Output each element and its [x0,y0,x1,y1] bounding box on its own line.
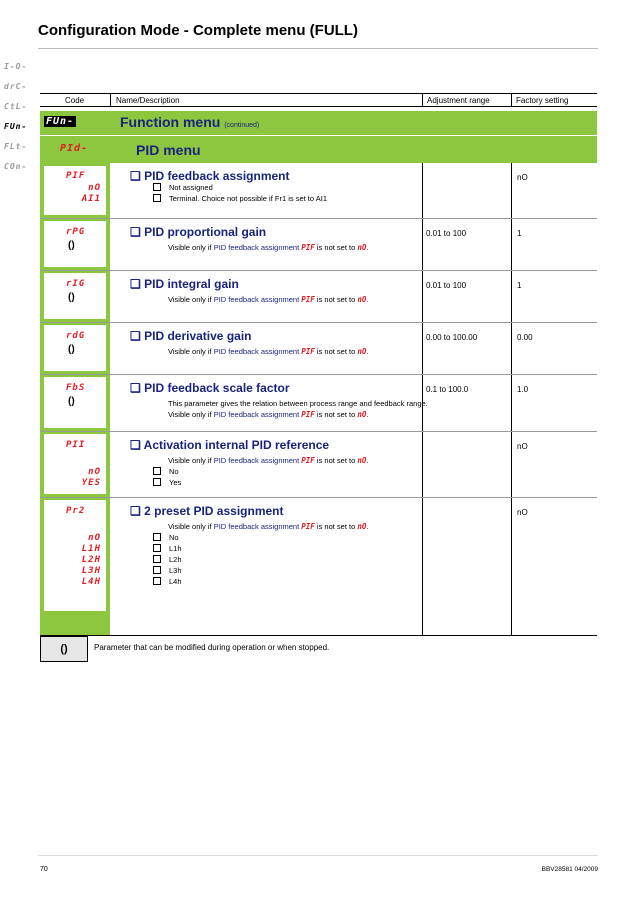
parameter-table [40,93,597,636]
option-code: L3H [81,566,101,576]
function-menu-row [40,111,597,136]
option-code: nO [88,183,101,193]
choice-item: L4h [153,577,182,586]
parameter-row-pif [40,163,597,218]
side-menu-item-4: FLt- [4,142,28,151]
side-menu-item-2: CtL- [4,102,28,111]
parameter-name: ❏ PID derivative gain [130,329,252,343]
table-header [40,93,597,107]
header-code: Code [65,96,85,105]
option-code: L1H [81,544,101,554]
choice-item: No [153,467,179,476]
parameter-code: rdG [66,331,86,341]
header-factory: Factory setting [516,96,569,105]
factory-setting: nO [517,442,528,451]
option-code: nO [88,533,101,543]
choice-item: Terminal. Choice not possible if Fr1 is set to AI1 [153,194,327,203]
factory-setting: 1 [517,229,522,238]
option-code: L2H [81,555,101,565]
pid-menu-row [40,136,597,163]
choice-item: No [153,533,179,542]
modifiable-icon: () [68,292,75,303]
adjustment-range: 0.1 to 100.0 [426,385,469,394]
side-menu-item-0: I-O- [4,62,28,71]
side-menu-item-1: drC- [4,82,28,91]
document-reference: BBV28581 04/2009 [541,866,598,873]
title-divider [38,48,598,49]
parameter-row-pii [40,431,597,497]
choice-item: Not assigned [153,183,213,192]
parameter-name: ❏ Activation internal PID reference [130,438,330,452]
parameter-name: ❏ 2 preset PID assignment [130,504,284,518]
visibility-note: Visible only if PID feedback assignment PIF is not set to nO. [168,410,369,419]
factory-setting: 1 [517,281,522,290]
legend-text: Parameter that can be modified during operation or when stopped. [94,643,330,652]
factory-setting: nO [517,508,528,517]
side-menu-item-5: COn- [4,162,28,171]
function-menu-title: Function menu (continued) [120,114,260,130]
factory-setting: 0.00 [517,333,533,342]
factory-setting: nO [517,173,528,182]
parameter-row-fbs [40,374,597,431]
choice-item: L3h [153,566,182,575]
parameter-code: PII [66,440,86,450]
pid-menu-code: PId- [60,143,89,154]
parameter-row-pr2 [40,497,597,614]
header-name: Name/Description [116,96,180,105]
side-menu [4,57,40,177]
side-menu-item-3: FUn- [4,122,28,131]
header-adjustment: Adjustment range [427,96,490,105]
option-code: L4H [81,577,101,587]
adjustment-range: 0.00 to 100.00 [426,333,478,342]
parameter-row-rpg [40,218,597,270]
parameter-code: rPG [66,227,86,237]
visibility-note: Visible only if PID feedback assignment PIF is not set to nO. [168,522,369,531]
parameter-code: rIG [66,279,86,289]
option-code: AI1 [81,194,101,204]
parameter-code: PIF [66,171,86,181]
factory-setting: 1.0 [517,385,529,394]
function-menu-subtitle: (continued) [224,122,260,129]
parameter-code: Pr2 [66,506,86,516]
parameter-description: This parameter gives the relation between process range and feedback range. [168,399,428,408]
choice-item: Yes [153,478,181,487]
modifiable-icon: () [68,240,75,251]
page-number: 70 [40,866,48,873]
modifiable-legend-icon: () [40,636,88,662]
option-code: YES [81,478,101,488]
modifiable-icon: () [68,396,75,407]
function-menu-code: FUn- [46,116,75,127]
parameter-name: ❏ PID feedback assignment [130,169,290,183]
option-code: nO [88,467,101,477]
page-title: Configuration Mode - Complete menu (FULL) [38,22,358,39]
visibility-note: Visible only if PID feedback assignment PIF is not set to nO. [168,456,369,465]
parameter-name: ❏ PID integral gain [130,277,239,291]
choice-item: L2h [153,555,182,564]
parameter-name: ❏ PID proportional gain [130,225,267,239]
footer-divider [38,855,598,856]
adjustment-range: 0.01 to 100 [426,281,467,290]
parameter-body [40,163,597,636]
modifiable-icon: () [68,344,75,355]
visibility-note: Visible only if PID feedback assignment PIF is not set to nO. [168,295,369,304]
parameter-row-rig [40,270,597,322]
parameter-code: FbS [66,383,86,393]
visibility-note: Visible only if PID feedback assignment PIF is not set to nO. [168,243,369,252]
visibility-note: Visible only if PID feedback assignment PIF is not set to nO. [168,347,369,356]
parameter-row-rdg [40,322,597,374]
choice-item: L1h [153,544,182,553]
pid-menu-title: PID menu [136,142,201,158]
adjustment-range: 0.01 to 100 [426,229,467,238]
parameter-name: ❏ PID feedback scale factor [130,381,290,395]
